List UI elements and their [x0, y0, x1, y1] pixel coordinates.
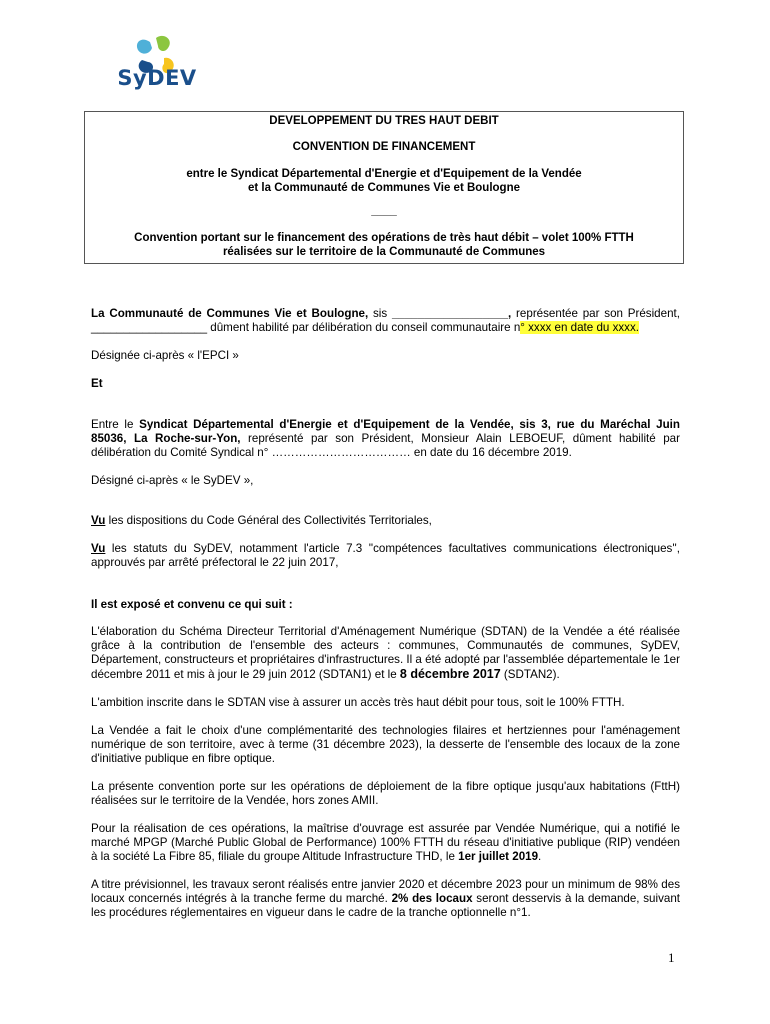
paragraph-6-bold: 2% des locaux — [391, 892, 473, 905]
party2-paragraph — [91, 418, 680, 460]
paragraph-5 — [91, 822, 680, 864]
paragraph-1-end: (SDTAN2). — [500, 668, 560, 681]
title-line-5: Convention portant sur le financement des opérations de très haut débit – volet 100% FTTH — [134, 232, 634, 244]
party1-block — [91, 307, 680, 391]
paragraph-4: La présente convention porte sur les opérations de déploiement de la fibre optique jusqu'aux habitations (FttH) réalisées sur le territoire de la Vendée, hors zones AMII. — [91, 780, 680, 807]
vu-1-label: Vu — [91, 514, 106, 527]
paragraph-5-text: Pour la réalisation de ces opérations, la maîtrise d'ouvrage est assurée par Vendée Numérique, qui a notifié le marché MPGP (Marché Public Global de Performance) 100% FTTH du réseau d'initiative publique (RIP) vendéen à la société La Fibre 85, filiale du groupe Altitude Infrastructure THD, le — [91, 822, 680, 863]
title-line-1: DEVELOPPEMENT DU TRES HAUT DEBIT — [269, 115, 499, 127]
paragraph-1-bold: 8 décembre 2017 — [399, 667, 501, 681]
party1-name: La Communauté de Communes Vie et Boulogne, — [91, 307, 369, 320]
party1-text-1: sis — [368, 307, 392, 320]
paragraph-6-end: seront desservis à la demande, suivant les procédures réglementaires en vigueur dans le cadre de la tranche optionnelle n°1. — [91, 892, 680, 919]
vu-2-label: Vu — [91, 542, 106, 555]
title-box — [84, 111, 684, 264]
vu-2 — [91, 542, 680, 570]
et-label: Et — [91, 377, 103, 390]
party1-paragraph — [91, 307, 680, 335]
page-number: 1 — [668, 950, 675, 965]
party2-designee: Désigné ci-après « le SyDEV », — [91, 474, 254, 487]
expose-block — [91, 598, 680, 612]
vu-1-text: les dispositions du Code Général des Collectivités Territoriales, — [105, 514, 432, 527]
title-line-4: et la Communauté de Communes Vie et Boulogne — [248, 182, 520, 194]
vu-1 — [91, 514, 680, 528]
party1-text-3: dûment habilité par délibération du conseil communautaire n — [207, 321, 521, 334]
party2-text-2: représenté par son Président, Monsieur Alain LEBOEUF, dûment habilité par délibération du Comité Syndical n° ……………………………… en date du 16 décembre 2019. — [91, 432, 680, 459]
logo-text: SyDEV — [117, 66, 197, 90]
party2-block — [91, 418, 680, 488]
paragraph-2: L'ambition inscrite dans le SDTAN vise à assurer un accès très haut débit pour tous, soit le 100% FTTH. — [91, 696, 625, 709]
paragraph-5-bold: 1er juillet 2019 — [458, 850, 539, 863]
title-line-6: réalisées sur le territoire de la Communauté de Communes — [222, 246, 546, 258]
party1-designee: Désignée ci-après « l'EPCI » — [91, 349, 239, 362]
title-line-3: entre le Syndicat Départemental d'Energie et d'Equipement de la Vendée — [186, 168, 582, 180]
vu-block — [91, 514, 680, 570]
paragraph-6 — [91, 878, 680, 920]
body-paragraphs — [91, 625, 680, 920]
title-separator: ____ — [371, 205, 397, 217]
party2-name: Syndicat Départemental d'Energie et d'Equipement de la Vendée, sis 3, rue du Maréchal Juin 85036, La Roche-sur-Yon, — [91, 418, 680, 445]
paragraph-1-text: L'élaboration du Schéma Directeur Territorial d'Aménagement Numérique (SDTAN) de la Vendée a été réalisée grâce à la contribution de l'ensemble des acteurs : communes, Communautés de communes, SyDEV, Département, constructeurs et propriétaires d'infrastructures. Il a été adopté par l'assemblée départementale le 1er décembre 2011 et mis à jour le 29 juin 2012 (SDTAN1) et le — [91, 625, 680, 681]
party2-text-1: Entre le — [91, 418, 140, 431]
party1-blank-1: __________________, — [391, 307, 512, 320]
title-line-2: CONVENTION DE FINANCEMENT — [292, 141, 476, 153]
paragraph-6-text: A titre prévisionnel, les travaux seront réalisés entre janvier 2020 et décembre 2023 pour un minimum de 98% des locaux concernés intégrés à la tranche ferme du marché. — [91, 878, 680, 905]
party1-text-2: représentée par son Président, — [511, 307, 680, 320]
party1-highlight: ° xxxx en date du xxxx. — [520, 321, 639, 334]
vu-2-text: les statuts du SyDEV, notamment l'article 7.3 ''compétences facultatives communications électroniques'', approuvés par arrêté préfectoral le 22 juin 2017, — [91, 542, 680, 569]
paragraph-5-end: . — [538, 850, 542, 863]
party1-blank-2: __________________ — [91, 321, 208, 334]
expose-heading: Il est exposé et convenu ce qui suit : — [91, 598, 293, 611]
paragraph-1 — [91, 625, 680, 682]
paragraph-3: La Vendée a fait le choix d'une complémentarité des technologies filaires et hertziennes pour l'aménagement numérique de son territoire, avec à terme (31 décembre 2023), la desserte de l'ensemble des locaux de la zone d'initiative publique en fibre optique. — [91, 724, 680, 765]
